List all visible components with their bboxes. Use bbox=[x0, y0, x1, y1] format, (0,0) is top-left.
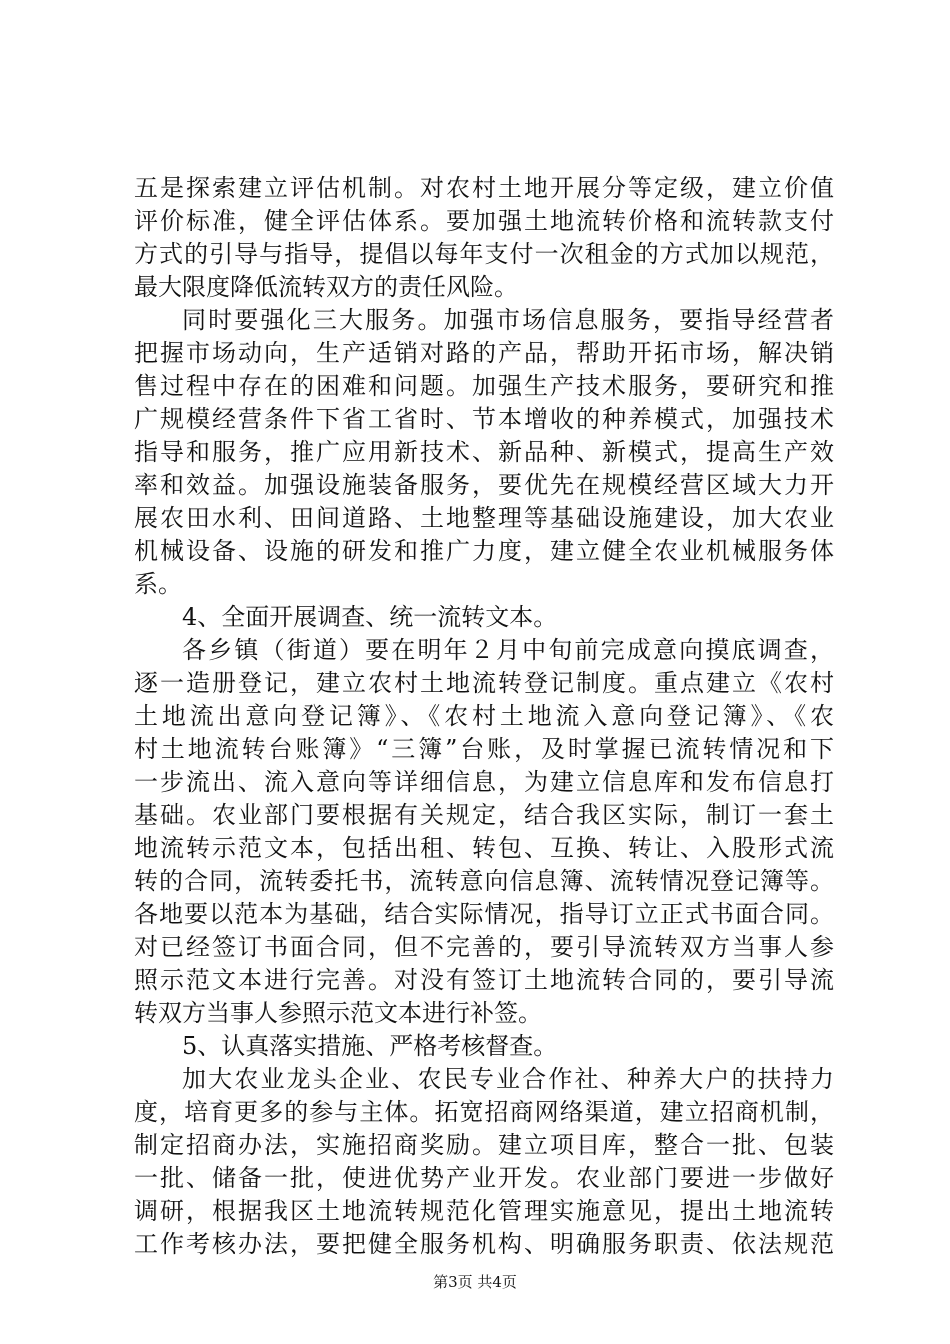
text-line: 村土地流转台账簿》“三簿”台账，及时掌握已流转情况和下 bbox=[134, 735, 834, 763]
text-line: 评价标准，健全评估体系。要加强土地流转价格和流转款支付 bbox=[134, 207, 834, 235]
text-line: 最大限度降低流转双方的责任风险。 bbox=[134, 273, 518, 301]
text-line: 方式的引导与指导，提倡以每年支付一次租金的方式加以规范， bbox=[134, 240, 834, 268]
text-line: 制定招商办法，实施招商奖励。建立项目库，整合一批、包装 bbox=[134, 1131, 834, 1159]
text-line: 照示范文本进行完善。对没有签订土地流转合同的，要引导流 bbox=[134, 966, 834, 994]
text-line: 指导和服务，推广应用新技术、新品种、新模式，提高生产效 bbox=[134, 438, 834, 466]
text-line: 基础。农业部门要根据有关规定，结合我区实际，制订一套土 bbox=[134, 801, 834, 829]
text-line: 广规模经营条件下省工省时、节本增收的种养模式，加强技术 bbox=[134, 405, 834, 433]
text-line: 转的合同，流转委托书，流转意向信息簿、流转情况登记簿等。 bbox=[134, 867, 834, 895]
text-line: 转双方当事人参照示范文本进行补签。 bbox=[134, 999, 542, 1027]
text-line: 率和效益。加强设施装备服务，要优先在规模经营区域大力开 bbox=[134, 471, 834, 499]
text-line: 地流转示范文本，包括出租、转包、互换、转让、入股形式流 bbox=[134, 834, 834, 862]
text-line: 系。 bbox=[134, 570, 182, 598]
text-line: 对已经签订书面合同，但不完善的，要引导流转双方当事人参 bbox=[134, 933, 834, 961]
text-line: 机械设备、设施的研发和推广力度，建立健全农业机械服务体 bbox=[134, 537, 834, 565]
text-line: 展农田水利、田间道路、土地整理等基础设施建设，加大农业 bbox=[134, 504, 834, 532]
text-line: 各乡镇（街道）要在明年２月中旬前完成意向摸底调查， bbox=[182, 636, 834, 664]
text-line: 调研，根据我区土地流转规范化管理实施意见，提出土地流转 bbox=[134, 1197, 834, 1225]
text-line: 土地流出意向登记簿》、《农村土地流入意向登记簿》、《农 bbox=[134, 702, 834, 730]
text-line: 把握市场动向，生产适销对路的产品，帮助开拓市场，解决销 bbox=[134, 339, 834, 367]
text-line: 同时要强化三大服务。加强市场信息服务，要指导经营者 bbox=[182, 306, 834, 334]
page-number-footer: 第3页 共4页 bbox=[433, 1273, 517, 1291]
text-line: 五是探索建立评估机制。对农村土地开展分等定级，建立价值 bbox=[134, 174, 834, 202]
text-line: 一步流出、流入意向等详细信息，为建立信息库和发布信息打 bbox=[134, 768, 834, 796]
text-line: 逐一造册登记，建立农村土地流转登记制度。重点建立《农村 bbox=[134, 669, 834, 697]
section-heading: 5、认真落实措施、严格考核督查。 bbox=[182, 1032, 558, 1060]
text-line: 售过程中存在的困难和问题。加强生产技术服务，要研究和推 bbox=[134, 372, 834, 400]
text-line: 工作考核办法，要把健全服务机构、明确服务职责、依法规范 bbox=[134, 1230, 834, 1258]
text-line: 一批、储备一批，使进优势产业开发。农业部门要进一步做好 bbox=[134, 1164, 834, 1192]
text-line: 度，培育更多的参与主体。拓宽招商网络渠道，建立招商机制， bbox=[134, 1098, 834, 1126]
body-text bbox=[134, 172, 834, 1261]
text-line: 加大农业龙头企业、农民专业合作社、种养大户的扶持力 bbox=[182, 1065, 834, 1093]
text-line: 各地要以范本为基础，结合实际情况，指导订立正式书面合同。 bbox=[134, 900, 834, 928]
section-heading: 4、全面开展调查、统一流转文本。 bbox=[182, 603, 558, 631]
